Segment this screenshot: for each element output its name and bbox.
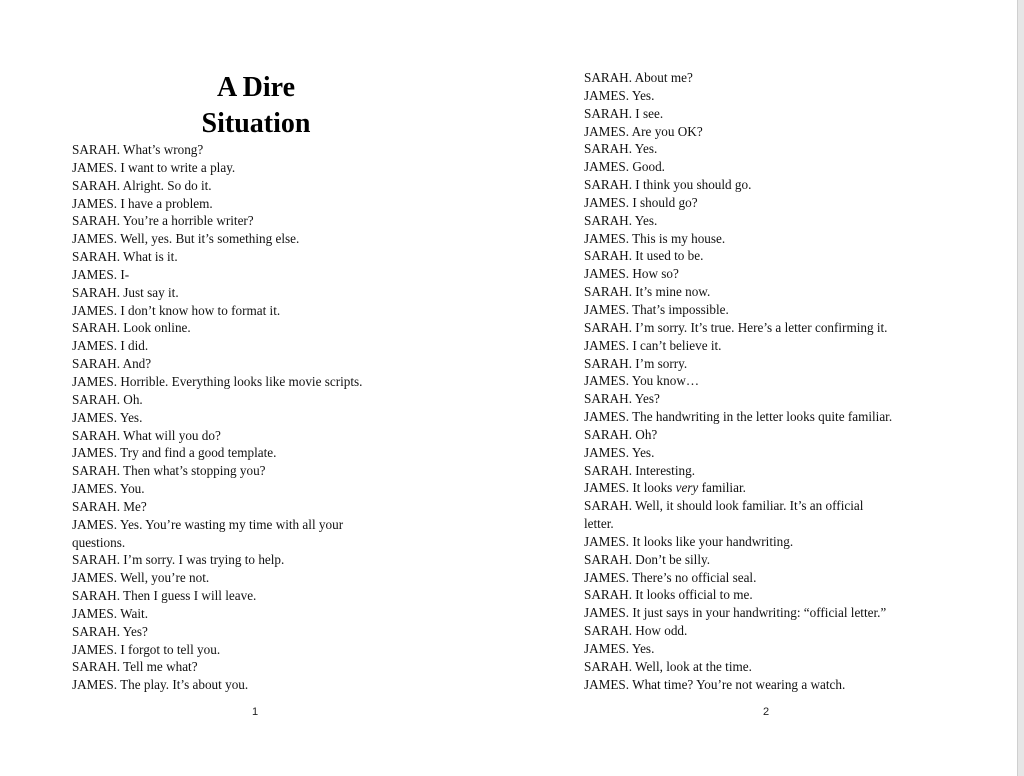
- dialogue-line: SARAH. I’m sorry. I was trying to help.: [72, 552, 285, 568]
- dialogue-line: SARAH. Oh?: [584, 426, 658, 442]
- dialogue-line: JAMES. I-: [72, 266, 130, 282]
- dialogue-line: SARAH. Tell me what?: [72, 659, 198, 675]
- dialogue-line: JAMES. What time? You’re not wearing a watch.: [584, 676, 846, 692]
- dialogue-line: SARAH. About me?: [584, 70, 693, 85]
- dialogue-line: JAMES. You know…: [584, 373, 700, 389]
- dialogue-line: SARAH. You’re a horrible writer?: [72, 213, 254, 229]
- dialogue-line: JAMES. How so?: [584, 266, 679, 282]
- dialogue-line: JAMES. It looks like your handwriting.: [584, 533, 794, 549]
- dialogue-line: SARAH. It looks official to me.: [584, 587, 753, 603]
- dialogue-line: SARAH. I see.: [584, 105, 664, 121]
- dialogue-line: SARAH. Yes.: [584, 141, 658, 157]
- dialogue-line: SARAH. Just say it.: [72, 284, 179, 300]
- dialogue-line: JAMES. Yes.: [584, 87, 655, 103]
- dialogue-text: JAMES. It looks: [584, 480, 676, 496]
- page-right: [512, 0, 1018, 776]
- page-number: 2: [763, 706, 770, 718]
- dialogue-line: questions.: [72, 534, 126, 550]
- dialogue-line: JAMES. I did.: [72, 338, 149, 354]
- dialogue-list-page-2: [584, 69, 892, 694]
- dialogue-line: SARAH. I’m sorry.: [584, 355, 688, 371]
- dialogue-line: SARAH. Oh.: [72, 391, 143, 407]
- dialogue-line: JAMES. I don’t know how to format it.: [72, 302, 281, 318]
- dialogue-line: SARAH. Then what’s stopping you?: [72, 463, 266, 479]
- dialogue-line: SARAH. Me?: [72, 498, 147, 514]
- dialogue-line: SARAH. I’m sorry. It’s true. Here’s a letter confirming it.: [584, 319, 888, 335]
- dialogue-line: SARAH. Well, it should look familiar. It’s an official: [584, 498, 864, 514]
- page-number: 1: [252, 706, 259, 718]
- window-edge: [1017, 0, 1024, 776]
- dialogue-line: JAMES. I can’t believe it.: [584, 337, 722, 353]
- dialogue-line: JAMES. Yes.: [584, 641, 655, 656]
- dialogue-line: SARAH. Yes?: [584, 391, 660, 407]
- dialogue-line: JAMES. You.: [72, 481, 145, 497]
- dialogue-line: JAMES. The play. It’s about you.: [72, 677, 249, 693]
- dialogue-line: SARAH. Alright. So do it.: [72, 177, 212, 193]
- dialogue-line: JAMES. Yes.: [584, 444, 655, 460]
- dialogue-line: SARAH. Interesting.: [584, 462, 695, 478]
- dialogue-line: JAMES. Horrible. Everything looks like movie scripts.: [72, 373, 363, 389]
- dialogue-text: familiar.: [698, 480, 746, 496]
- dialogue-line: JAMES. I have a problem.: [72, 195, 213, 211]
- dialogue-line: JAMES. Good.: [584, 159, 665, 175]
- dialogue-line: JAMES. That’s impossible.: [584, 301, 729, 317]
- dialogue-list-page-1: [72, 141, 362, 694]
- dialogue-line: SARAH. Look online.: [72, 320, 191, 336]
- dialogue-line: SARAH. It used to be.: [584, 248, 704, 264]
- dialogue-line: JAMES. Are you OK?: [584, 123, 703, 139]
- dialogue-line: SARAH. Yes?: [72, 623, 148, 639]
- dialogue-line: SARAH. And?: [72, 356, 152, 372]
- dialogue-line: SARAH. What’s wrong?: [72, 142, 204, 157]
- dialogue-line: JAMES. The handwriting in the letter looks quite familiar.: [584, 409, 893, 425]
- dialogue-line: JAMES. Well, you’re not.: [72, 570, 210, 586]
- dialogue-line: [584, 479, 892, 497]
- dialogue-line: SARAH. It’s mine now.: [584, 284, 711, 300]
- dialogue-line: JAMES. Well, yes. But it’s something else.: [72, 231, 300, 247]
- dialogue-line: SARAH. What is it.: [72, 249, 178, 265]
- dialogue-line: SARAH. Well, look at the time.: [584, 658, 752, 674]
- dialogue-line: JAMES. I want to write a play.: [72, 159, 236, 175]
- document-title: [72, 70, 440, 142]
- dialogue-line: SARAH. What will you do?: [72, 427, 221, 443]
- dialogue-line: JAMES. I forgot to tell you.: [72, 641, 221, 657]
- dialogue-line: JAMES. It just says in your handwriting: “official letter.”: [584, 605, 887, 621]
- dialogue-line: SARAH. I think you should go.: [584, 177, 752, 193]
- dialogue-line: SARAH. How odd.: [584, 623, 688, 639]
- dialogue-line: SARAH. Then I guess I will leave.: [72, 588, 257, 604]
- dialogue-line: JAMES. This is my house.: [584, 230, 726, 246]
- dialogue-line: JAMES. There’s no official seal.: [584, 569, 757, 585]
- dialogue-line: JAMES. Wait.: [72, 605, 148, 621]
- dialogue-line: SARAH. Don’t be silly.: [584, 551, 711, 567]
- dialogue-line: JAMES. Try and find a good template.: [72, 445, 277, 461]
- title-line-2: Situation: [201, 108, 311, 139]
- title-line-1: A Dire: [216, 72, 296, 103]
- dialogue-line: SARAH. Yes.: [584, 212, 658, 228]
- dialogue-line: JAMES. Yes. You’re wasting my time with all your: [72, 516, 344, 532]
- dialogue-line: JAMES. I should go?: [584, 194, 698, 210]
- emphasis-text: very: [675, 480, 699, 496]
- dialogue-line: letter.: [584, 516, 614, 532]
- dialogue-line: JAMES. Yes.: [72, 409, 143, 425]
